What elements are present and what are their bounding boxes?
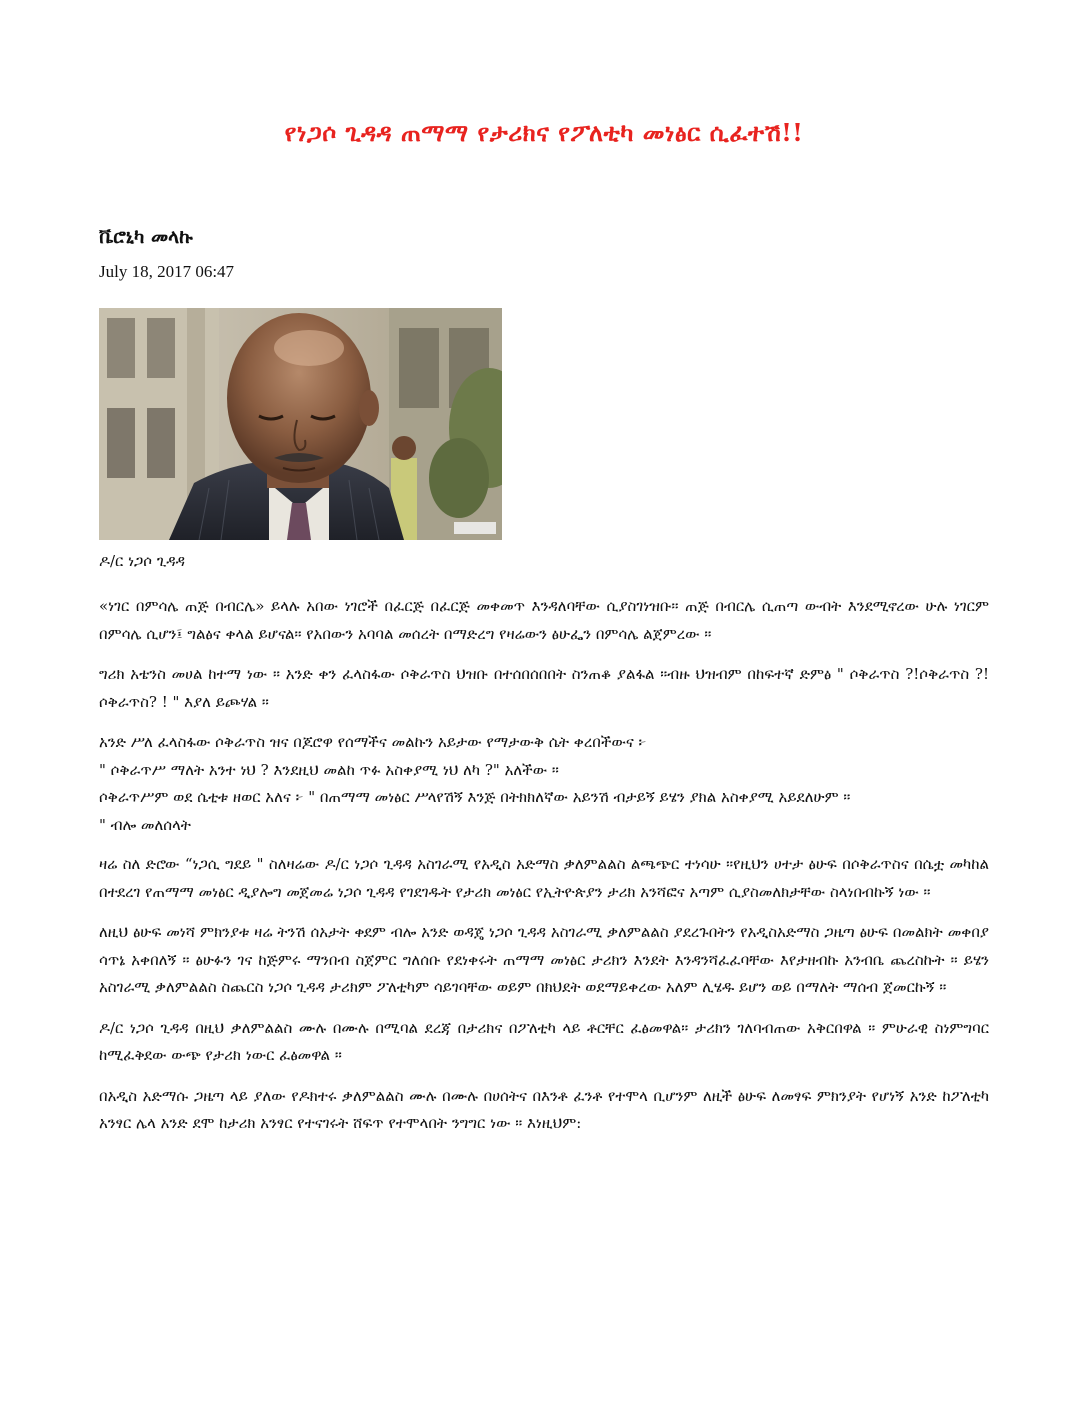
article-title: የነጋሶ ጊዳዳ ጠማማ የታሪክና የፖለቲካ መነፅር ሲፈተሽ!! [284, 118, 804, 147]
paragraph: «ነገር በምሳሌ ጠጅ በብርሌ» ይላሉ አበው ነገሮች በፈርጅ በፈርጅ መቀመጥ እንዳለባቸው ሲያስገነዝቡ። ጠጅ በብርሌ ሲጠጣ ውብት እንደሚኖረው ሁሉ ነገርም በምሳሌ ሲሆን፤ ግልፅና ቀላል ይሆናል። የአበውን አባባል መሰረት በማድረግ የዛሬውን ፅሁፌን በምሳሌ ልጀምረው ። [99, 597, 989, 643]
paragraph: ዛሬ ስለ ድሮው “ነጋሲ ግደይ " ስለዛሬው ዶ/ር ነጋሶ ጊዳዳ አስገራሚ የአዲስ አድማስ ቃለምልልስ ልጫጭር ተነሳሁ ።የዚህን ሀተታ ፅሁፍ በሶቅራጥስና በሴቷ መካከል በተደረገ የጠማማ መነፅር ዲያሎግ መጀመሬ ነጋሶ ጊዳዳ የገደገዱት የታሪክ መነፅር የኢትዮጵያን ታሪክ አንሻፎና አጣም ሲያስመለክታቸው ስላነበብኩኝ ነው ። [99, 855, 989, 901]
paragraph: " ሶቅራጥሥ ማለት አንተ ነህ ? እንደዚህ መልከ ጥፉ አስቀያሚ ነህ ለካ ?" አለችው ። [99, 760, 559, 779]
paragraph: ዶ/ር ነጋሶ ጊዳዳ በዚህ ቃለምልልስ ሙሉ በሙሉ በሚባል ደረጃ በታሪክና በፖለቲካ ላይ ቶርቸር ፈፅመዋል። ታሪክን ገለባብጠው አቅርበዋል ። ምሁራዊ ስነምግባር ከሚፈቅደው ውጭ የታሪክ ነውር ፈፅመዋል ። [99, 1018, 989, 1064]
article-body [99, 593, 989, 1151]
photo-caption: ዶ/ር ነጋሶ ጊዳዳ [99, 552, 185, 570]
paragraph: ግሪክ አቴንስ መሀል ከተማ ነው ። አንድ ቀን ፈላስፋው ሶቅራጥስ ህዝቡ በተሰበሰበበት ስንጠቆ ያልፋል ።ብዙ ህዝብም በከፍተኛ ድምፅ " ሶቅራጥስ ?!ሶቅራጥስ ?! ሶቅራጥስ? ! " እያለ ይጮሃል ። [99, 665, 989, 711]
paragraph: በአዲስ አድማሱ ጋዜጣ ላይ ያለው የዶክተሩ ቃለምልልስ ሙሉ በሙሉ በሀሰትና በእንቶ ፈንቶ የተሞላ ቢሆንም ለዚች ፅሁፍ ለመፃፍ ምክንያት የሆነኝ አንድ ከፖለቲካ አንፃር ሌላ አንድ ደሞ ከታሪክ አንፃር የተናገሩት ሸፍጥ የተሞላበት ንግግር ነው ። እነዚህም: [99, 1086, 989, 1132]
paragraph: ሶቅራጥሥም ወደ ሴቲቱ ዘወር አለና ፦ " በጠማማ መነፅር ሥላየሽኝ እንጅ በትክክለኛው አይንሽ ብታይኝ ይሄን ያክል አስቀያሚ አይደለሁም ። [99, 788, 851, 806]
paragraph: " ብሎ መለሰላት [99, 815, 191, 834]
paragraph: ለዚህ ፅሁፍ መነሻ ምክንያቱ ዛሬ ትንሽ ሰአታት ቀደም ብሎ አንድ ወዳጄ ነጋሶ ጊዳዳ አስገራሚ ቃለምልልስ ያደረጉበትን የአዲስአድማስ ጋዜጣ ፅሁፍ በመልክት መቀበያ ሳጥኔ አቀበለኝ ። ፅሁፉን ገና ከጅምሩ ማንበብ ስጀምር ግለሰቡ የደነቀሩት ጠማማ መነፅር ታሪክን እንደት እንዳንሻፈፈባቸው እየታዘብኩ አንብቤ ጨረስኩት ። ይሄን አስገራሚ ቃለምልልስ ስጨርስ ነጋሶ ጊዳዳ ታሪክም ፖለቲካም ሳይገባቸው ወይም በክህደት ወደማይቀረው አለም ሊሄዱ ይሆን ወይ በማለት ማሰብ ጀመርኩኝ ። [99, 923, 989, 996]
author-name: ቬሮኒካ መላኩ [99, 226, 193, 248]
paragraph: አንድ ሥለ ፈላስፋው ሶቅራጥስ ዝና በጆሮዋ የሰማችና መልኩን አይታው የማታውቅ ሴት ቀረበችውና ፦ [99, 733, 647, 751]
publish-date: July 18, 2017 06:47 [99, 262, 235, 281]
portrait-photo-illustration [99, 308, 502, 540]
article-photo [99, 308, 502, 540]
